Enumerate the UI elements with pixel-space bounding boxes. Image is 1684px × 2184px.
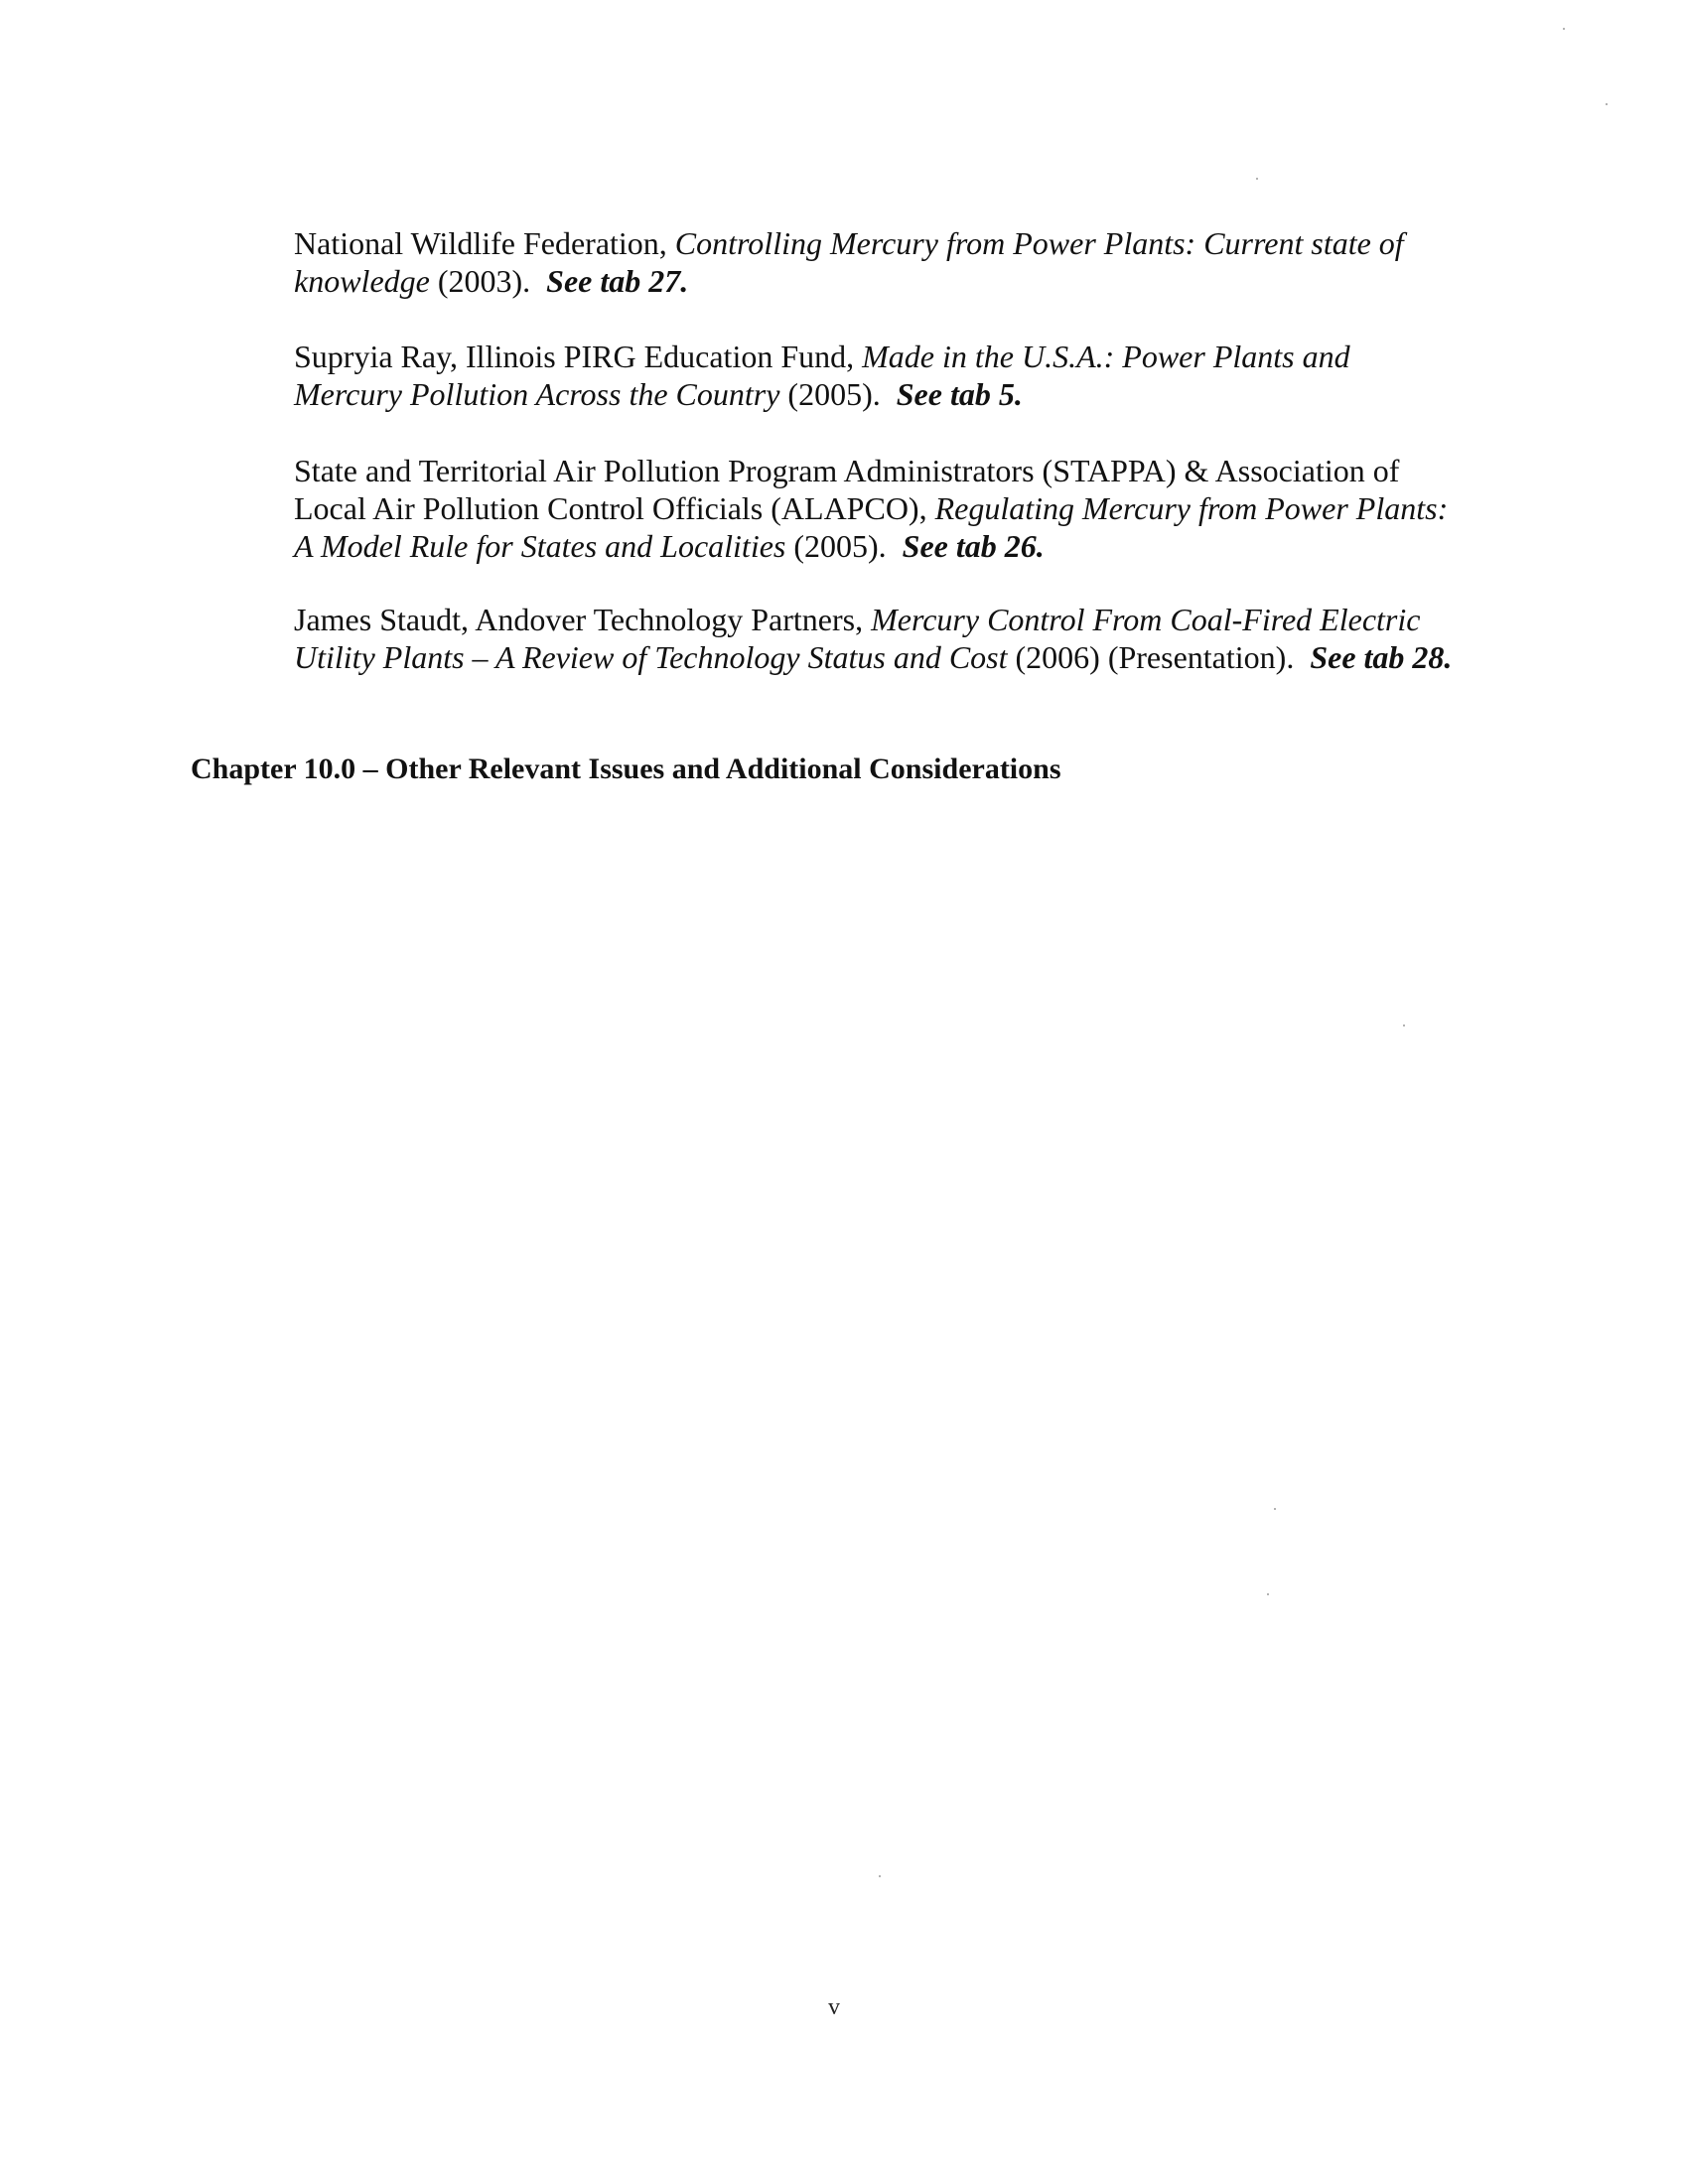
scan-speck	[1274, 1508, 1276, 1510]
reference-see-tab: See tab 27.	[546, 263, 689, 299]
scan-speck	[1563, 28, 1565, 30]
reference-author: State and Territorial Air Pollution Program Administrators (STAPPA) & Association of Local Air Pollution Control Officials (ALAPCO),	[294, 453, 1400, 526]
scan-speck	[1403, 1024, 1405, 1026]
scan-speck	[1256, 178, 1258, 180]
reference-title: Mercury Control From Coal-Fired Electric Utility Plants – A Review of Technology Status and Cost	[294, 602, 1421, 675]
reference-title: Controlling Mercury from Power Plants: Current state of knowledge	[294, 225, 1404, 299]
reference-year: (2005).	[785, 528, 887, 564]
reference-title: Made in the U.S.A.: Power Plants and Mercury Pollution Across the Country	[294, 339, 1350, 412]
scan-speck	[1606, 103, 1608, 105]
reference-author: James Staudt, Andover Technology Partners,	[294, 602, 872, 637]
reference-see-tab: See tab 28.	[1310, 639, 1453, 675]
reference-see-tab: See tab 5.	[896, 376, 1023, 412]
scan-speck	[879, 1875, 881, 1877]
page-number: v	[828, 1994, 840, 2020]
chapter-heading: Chapter 10.0 – Other Relevant Issues and Additional Considerations	[191, 752, 1061, 785]
reference-author: Supryia Ray, Illinois PIRG Education Fund,	[294, 339, 863, 374]
reference-year: (2003).	[429, 263, 531, 299]
scan-speck	[1267, 1593, 1269, 1595]
reference-see-tab: See tab 26.	[902, 528, 1045, 564]
reference-entry	[294, 224, 1466, 300]
reference-entry	[294, 452, 1466, 565]
reference-year: (2005).	[779, 376, 881, 412]
reference-entry	[294, 338, 1466, 413]
reference-entry	[294, 601, 1466, 676]
reference-title: Regulating Mercury from Power Plants: A Model Rule for States and Localities	[294, 490, 1449, 564]
reference-year: (2006) (Presentation).	[1007, 639, 1295, 675]
reference-author: National Wildlife Federation,	[294, 225, 675, 261]
